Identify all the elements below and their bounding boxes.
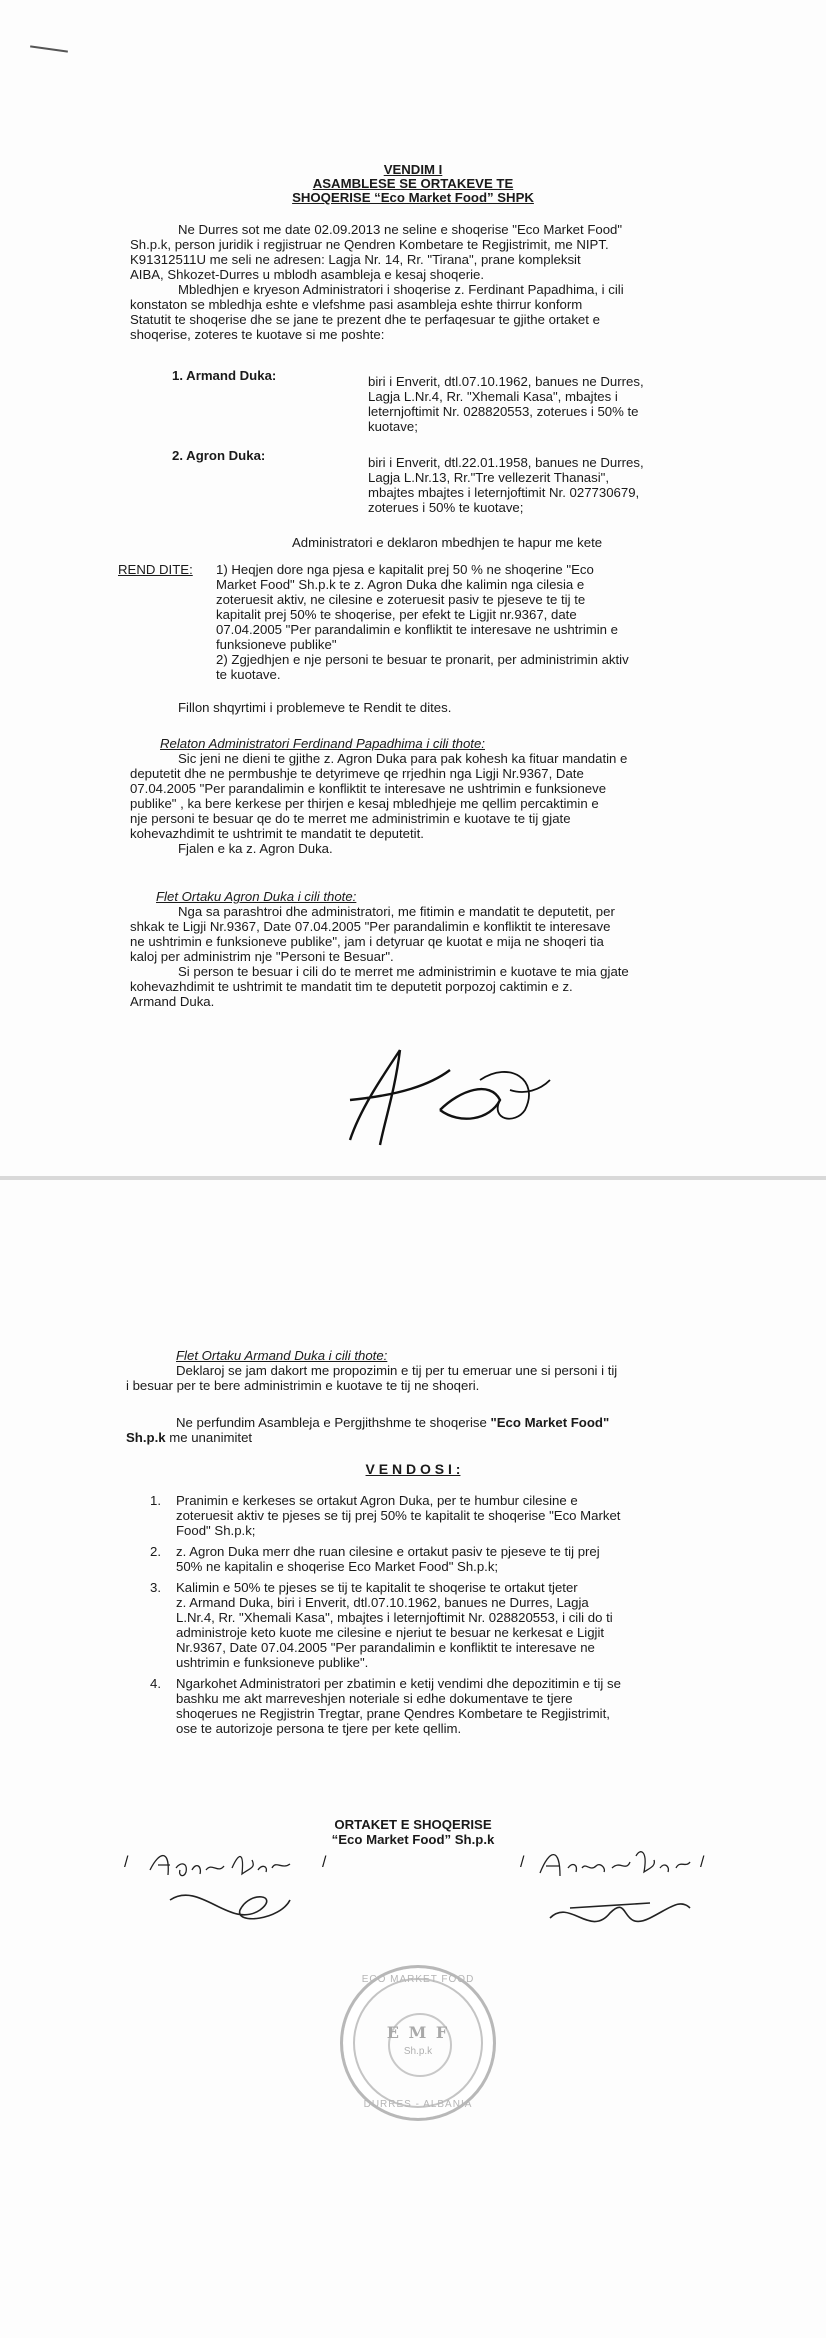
- agenda-line: te kuotave.: [216, 667, 281, 682]
- agenda-line: kapitalit prej 50% te shoqerise, per efekt te Ligjit nr.9367, date: [216, 607, 577, 622]
- flet-agron-line: kohevazhdimit te ushtrimit te mandatit tim te deputetit porpozoj caktimin e z.: [130, 979, 573, 994]
- partners-company: “Eco Market Food” Sh.p.k: [331, 1832, 495, 1847]
- item-line: z. Agron Duka merr dhe ruan cilesine e ortakut pasiv te pjeseve te tij prej: [176, 1544, 600, 1559]
- item-number: 1.: [150, 1493, 161, 1508]
- item-line: shoqerues ne Regjistrin Tregtar, prane Qendres Kombetare te Regjistrimit,: [176, 1706, 610, 1721]
- agenda-line: 07.04.2005 "Per parandalimin e konfliktit te interesave ne ushtrimin e: [216, 622, 618, 637]
- signature-bracket-left-open: /: [124, 1854, 129, 1871]
- flet-agron-line: Armand Duka.: [130, 994, 215, 1009]
- decision-title-line-3: SHOQERISE “Eco Market Food” SHPK: [292, 190, 534, 205]
- relaton-line: Fjalen e ka z. Agron Duka.: [178, 841, 333, 856]
- seal-ring-text-top: ECO MARKET FOOD: [361, 1974, 475, 1985]
- flet-agron-line: Si person te besuar i cili do te merret me administrimin e kuotave te mia gjate: [178, 964, 629, 979]
- conclusion-text: Ne perfundim Asambleja e Pergjithshme te shoqerise: [176, 1415, 491, 1430]
- item-line: zoteruesit aktiv te pjeses se tij prej 50% te kapitalit te shoqerise "Eco Market: [176, 1508, 621, 1523]
- intro-line: Ne Durres sot me date 02.09.2013 ne seline e shoqerise "Eco Market Food": [178, 222, 623, 237]
- item-line: administroje keto kuote me cilesine e njeriut te besuar ne kerkesat e Ligjit: [176, 1625, 605, 1640]
- partner-1-detail: Lagja L.Nr.4, Rr. "Xhemali Kasa", mbajtes i: [368, 389, 618, 404]
- conclusion-text: me unanimitet: [165, 1430, 253, 1445]
- item-line: z. Armand Duka, biri i Enverit, dtl.07.10.1962, banues ne Durres, Lagja: [176, 1595, 589, 1610]
- partners-heading: ORTAKET E SHOQERISE: [334, 1817, 492, 1832]
- partner-2-detail: Lagja L.Nr.13, Rr."Tre vellezerit Thanasi",: [368, 470, 609, 485]
- item-number: 3.: [150, 1580, 161, 1595]
- handwritten-signature-page1: [340, 1040, 560, 1150]
- signature-bracket-right-close: /: [700, 1854, 705, 1871]
- signature-bracket-left-close: /: [322, 1854, 327, 1871]
- conclusion-line-2: [126, 1430, 252, 1445]
- signature-armand-duka: [530, 1838, 710, 1958]
- decision-title-line-2: ASAMBLESE SE ORTAKEVE TE: [312, 176, 514, 191]
- relaton-line: deputetit dhe ne permbushje te detyrimeve qe rrjedhin nga Ligji Nr.9367, Date: [130, 766, 584, 781]
- agenda-line: funksioneve publike": [216, 637, 337, 652]
- intro-line: K91312511U me seli ne adresen: Lagja Nr. 14, Rr. "Tirana", prane kompleksit: [130, 252, 581, 267]
- flet-agron-line: shkak te Ligji Nr.9367, Date 07.04.2005 "Per parandalimin e konfliktit te interesave: [130, 919, 611, 934]
- partner-1-name: 1. Armand Duka:: [172, 368, 277, 383]
- declaration-line: Administratori e deklaron mbedhjen te hapur me kete: [292, 535, 603, 550]
- relaton-line: publike" , ka bere kerkese per thirjen e kesaj mbledhjeje me qellim percaktimin e: [130, 796, 599, 811]
- intro-line: konstaton se mbledhja eshte e vlefshme pasi asambleja eshte thirrur konform: [130, 297, 583, 312]
- item-line: Kalimin e 50% te pjeses se tij te kapitalit te shoqerise te ortakut tjeter: [176, 1580, 578, 1595]
- conclusion-line-1: [176, 1415, 609, 1430]
- partner-1-detail: leternjoftimit Nr. 028820553, zoterues i 50% te: [368, 404, 639, 419]
- relaton-line: Sic jeni ne dieni te gjithe z. Agron Duka para pak kohesh ka fituar mandatin e: [178, 751, 628, 766]
- flet-armand-line: Deklaroj se jam dakort me propozimin e tij per tu emeruar une si personi i tij: [176, 1363, 618, 1378]
- seal-initials: E M F: [386, 2023, 450, 2042]
- vendosi-heading: V E N D O S I :: [365, 1461, 461, 1477]
- flet-agron-line: Nga sa parashtroi dhe administratori, me fitimin e mandatit te deputetit, per: [178, 904, 615, 919]
- company-seal: [340, 1965, 496, 2121]
- flet-agron-line: ne ushtrimin e funksioneve publike", jam i detyruar qe kuotat e mija ne shoqeri tia: [130, 934, 604, 949]
- item-line: bashku me akt marreveshjen noteriale si edhe dokumentave te tjere: [176, 1691, 573, 1706]
- flet-armand-line: i besuar per te bere administrimin e kuotave te tij ne shoqeri.: [126, 1378, 480, 1393]
- partner-1-detail: biri i Enverit, dtl.07.10.1962, banues ne Durres,: [368, 374, 644, 389]
- intro-line: Sh.p.k, person juridik i regjistruar ne Qendren Kombetare te Regjistrimit, me NIPT.: [130, 237, 609, 252]
- relaton-heading: Relaton Administratori Ferdinand Papadhima i cili thote:: [160, 736, 485, 751]
- partner-2-detail: biri i Enverit, dtl.22.01.1958, banues ne Durres,: [368, 455, 644, 470]
- decision-number: VENDIM I: [383, 162, 443, 177]
- intro-line: shoqerise, zoteres te kuotave si me poshte:: [130, 327, 385, 342]
- company-type: Sh.p.k: [126, 1430, 166, 1445]
- seal-ring-text-bottom: DURRES - ALBANIA: [363, 2099, 473, 2110]
- item-line: ose te autorizoje persona te tjere per kete qellim.: [176, 1721, 462, 1736]
- relaton-line: 07.04.2005 "Per parandalimin e konfliktit te interesave ne ushtrimin e funksioneve: [130, 781, 607, 796]
- flet-agron-line: kaloj per administrim nje "Personi te Besuar".: [130, 949, 394, 964]
- relaton-line: nje personi te besuar qe do te merret me administrimin e kuotave te tij gjate: [130, 811, 571, 826]
- partner-2-detail: zoterues i 50% te kuotave;: [368, 500, 524, 515]
- company-name: "Eco Market Food": [490, 1415, 610, 1430]
- partner-2-detail: mbajtes mbajtes i leternjoftimit Nr. 027730679,: [368, 485, 640, 500]
- item-line: Ngarkohet Administratori per zbatimin e ketij vendimi dhe depozitimin e tij se: [176, 1676, 621, 1691]
- agenda-label: REND DITE:: [118, 562, 193, 577]
- item-line: 50% ne kapitalin e shoqerise Eco Market Food" Sh.p.k;: [176, 1559, 499, 1574]
- item-line: ushtrimin e funksioneve publike".: [176, 1655, 369, 1670]
- fillon-line: Fillon shqyrtimi i problemeve te Rendit te dites.: [178, 700, 452, 715]
- agenda-line: Market Food" Sh.p.k te z. Agron Duka dhe kalimin nga cilesia e: [216, 577, 585, 592]
- signature-agron-duka: [140, 1840, 320, 1950]
- item-line: Nr.9367, Date 07.04.2005 "Per parandalimin e konfliktit te interesave ne: [176, 1640, 595, 1655]
- flet-agron-heading: Flet Ortaku Agron Duka i cili thote:: [156, 889, 357, 904]
- agenda-line: 2) Zgjedhjen e nje personi te besuar te pronarit, per administrimin aktiv: [216, 652, 629, 667]
- item-number: 2.: [150, 1544, 161, 1559]
- item-line: Food" Sh.p.k;: [176, 1523, 256, 1538]
- partner-1-detail: kuotave;: [368, 419, 418, 434]
- agenda-line: zoteruesit aktiv, ne cilesine e zoteruesit pasiv te pjeseve te tij te: [216, 592, 586, 607]
- document-page-2: [0, 1180, 826, 2338]
- relaton-line: kohevazhdimit te ushtrimit te mandatit te deputetit.: [130, 826, 424, 841]
- intro-line: AIBA, Shkozet-Durres u mblodh asambleja e kesaj shoqerie.: [130, 267, 485, 282]
- signature-bracket-right-open: /: [520, 1854, 525, 1871]
- item-number: 4.: [150, 1676, 161, 1691]
- intro-line: Mbledhjen e kryeson Administratori i shoqerise z. Ferdinant Papadhima, i cili: [178, 282, 624, 297]
- seal-company-type: Sh.p.k: [403, 2046, 433, 2057]
- agenda-line: 1) Heqjen dore nga pjesa e kapitalit prej 50 % ne shoqerine "Eco: [216, 562, 594, 577]
- intro-line: Statutit te shoqerise dhe se jane te prezent dhe te perfaqesuar te gjithe ortaket e: [130, 312, 600, 327]
- item-line: L.Nr.4, Rr. "Xhemali Kasa", mbajtes i leternjoftimit Nr. 028820553, i cili do ti: [176, 1610, 613, 1625]
- partner-2-name: 2. Agron Duka:: [172, 448, 266, 463]
- flet-armand-heading: Flet Ortaku Armand Duka i cili thote:: [176, 1348, 388, 1363]
- item-line: Pranimin e kerkeses se ortakut Agron Duka, per te humbur cilesine e: [176, 1493, 578, 1508]
